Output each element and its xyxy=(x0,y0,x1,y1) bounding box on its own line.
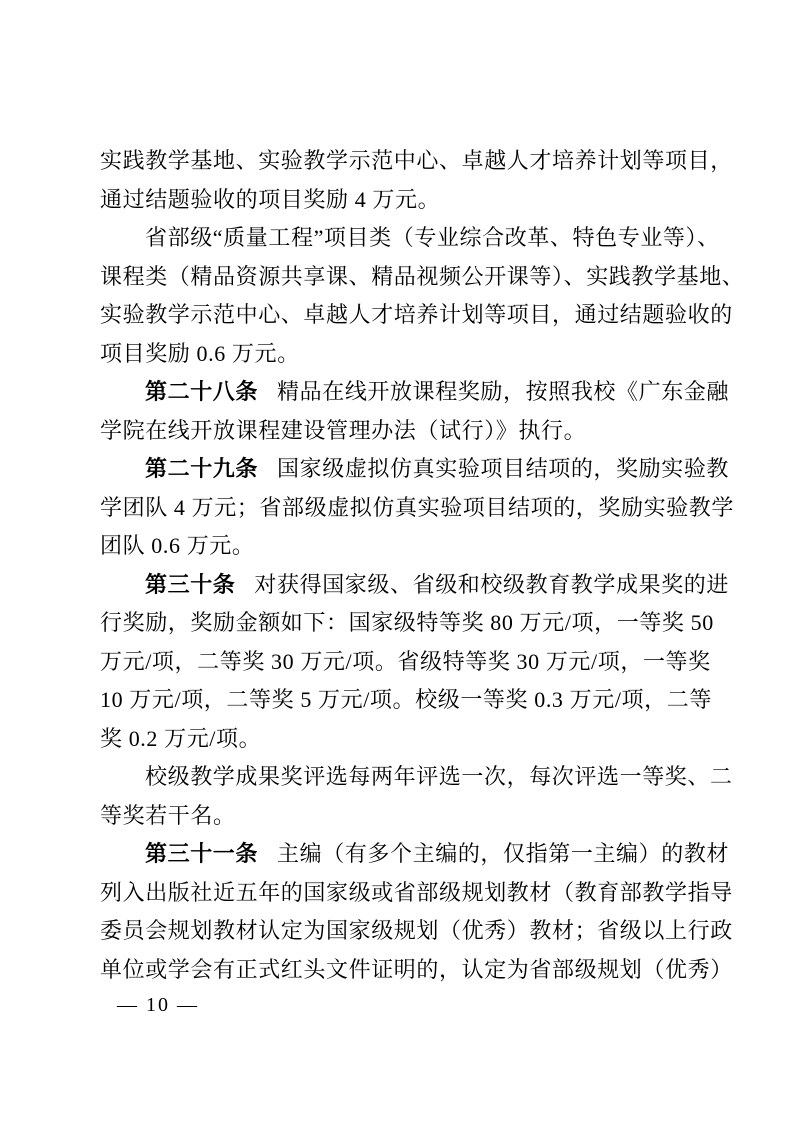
text-line xyxy=(100,258,745,297)
text-line xyxy=(100,681,720,720)
body-text: 通过结题验收的项目奖励 4 万元。 xyxy=(100,186,441,212)
body-text: 精品在线开放课程奖励，按照我校《广东金融 xyxy=(277,379,730,404)
document-body xyxy=(100,142,745,989)
text-line xyxy=(100,758,733,797)
page-number: — 10 — xyxy=(117,994,199,1016)
text-line xyxy=(100,450,730,489)
text-line xyxy=(100,720,720,759)
text-line xyxy=(100,835,730,874)
text-line xyxy=(100,912,733,951)
body-text: 实践教学基地、实验教学示范中心、卓越人才培养计划等项目， xyxy=(100,148,733,173)
text-line xyxy=(100,373,730,412)
body-text: 项目奖励 0.6 万元。 xyxy=(100,340,300,366)
text-line xyxy=(100,874,733,913)
text-line xyxy=(100,335,720,374)
text-line xyxy=(100,604,720,643)
body-text: 单位或学会有正式红头文件证明的，认定为省部级规划（优秀） xyxy=(100,956,733,982)
text-line xyxy=(100,412,720,451)
body-text: 等奖若干名。 xyxy=(100,802,236,828)
text-line xyxy=(100,489,735,528)
text-line xyxy=(100,797,720,836)
body-text: 奖 0.2 万元/项。 xyxy=(100,725,262,751)
article-number-heading: 第二十八条 xyxy=(145,379,259,404)
body-text: 委员会规划教材认定为国家级规划（优秀）教材；省级以上行政 xyxy=(100,918,733,943)
body-text: 团队 0.6 万元。 xyxy=(100,533,255,558)
body-text: 列入出版社近五年的国家级或省部级规划教材（教育部教学指导 xyxy=(100,879,733,905)
body-text: 省部级“质量工程”项目类（专业综合改革、特色专业等）、 xyxy=(145,225,720,250)
text-line xyxy=(100,142,733,181)
body-text: 校级教学成果奖评选每两年评选一次，每次评选一等奖、二 xyxy=(145,764,733,789)
body-text: 实验教学示范中心、卓越人才培养计划等项目，通过结题验收的 xyxy=(100,302,733,327)
text-line xyxy=(100,181,720,220)
body-text: 国家级虚拟仿真实验项目结项的，奖励实验教 xyxy=(277,456,730,481)
text-line xyxy=(100,566,730,605)
article-number-heading: 第三十一条 xyxy=(145,841,259,866)
body-text: 行奖励，奖励金额如下：国家级特等奖 80 万元/项，一等奖 50 xyxy=(100,610,714,635)
text-line xyxy=(100,296,733,335)
text-line xyxy=(100,951,733,990)
article-number-heading: 第二十九条 xyxy=(145,456,259,481)
body-text: 学团队 4 万元；省部级虚拟仿真实验项目结项的，奖励实验教学 xyxy=(100,494,735,520)
text-line xyxy=(100,643,720,682)
body-text: 对获得国家级、省级和校级教育教学成果奖的进 xyxy=(254,571,730,597)
text-line xyxy=(100,527,720,566)
body-text: 万元/项，二等奖 30 万元/项。省级特等奖 30 万元/项，一等奖 xyxy=(100,648,711,674)
body-text: 课程类（精品资源共享课、精品视频公开课等）、实践教学基地、 xyxy=(100,263,745,289)
body-text: 10 万元/项，二等奖 5 万元/项。校级一等奖 0.3 万元/项，二等 xyxy=(100,687,712,712)
text-line xyxy=(100,219,720,258)
body-text: 主编（有多个主编的，仅指第一主编）的教材 xyxy=(277,841,730,866)
body-text: 学院在线开放课程建设管理办法（试行）》执行。 xyxy=(100,417,587,443)
article-number-heading: 第三十条 xyxy=(145,571,236,597)
